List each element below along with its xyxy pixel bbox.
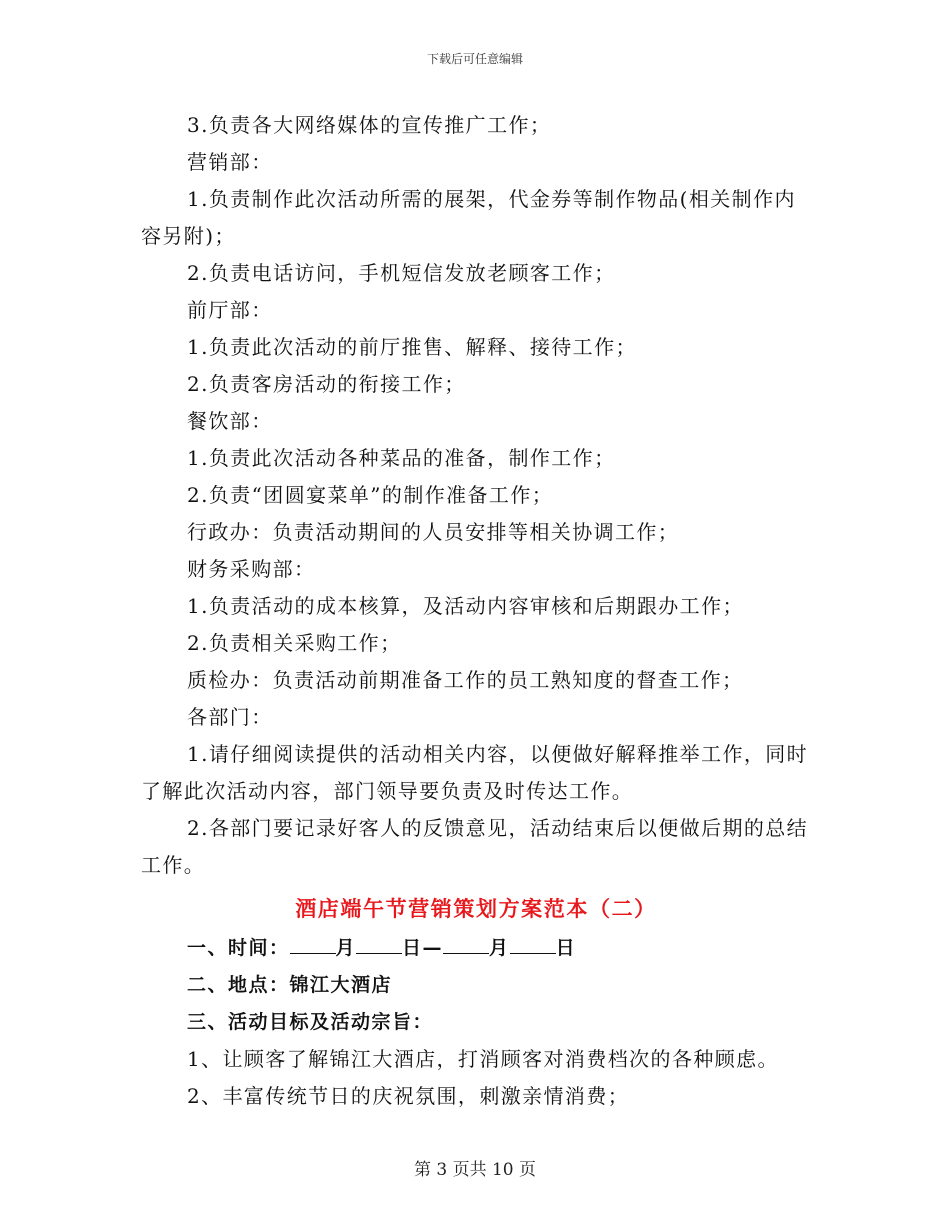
paragraph: 质检办：负责活动前期准备工作的员工熟知度的督查工作； — [187, 668, 744, 692]
month-label: 月 — [489, 937, 510, 959]
paragraph: 1.负责制作此次活动所需的展架，代金券等制作物品(相关制作内容另附)； — [141, 187, 796, 248]
paragraph: 2.负责相关采购工作； — [187, 631, 402, 655]
blank-line — [290, 934, 336, 954]
day-label: 日 — [555, 937, 577, 959]
document-body — [141, 107, 811, 1115]
page-footer: 第 3 页共 10 页 — [413, 1160, 537, 1180]
paragraph: 1.请仔细阅读提供的活动相关内容，以便做好解释推举工作，同时了解此次活动内容，部门领导要负责及时传达工作。 — [141, 742, 809, 803]
paragraph: 2.各部门要记录好客人的反馈意见，活动结束后以便做后期的总结工作。 — [141, 816, 809, 877]
blank-line — [443, 934, 489, 954]
paragraph: 财务采购部： — [187, 557, 316, 581]
paragraph: 1.负责此次活动的前厅推售、解释、接待工作； — [187, 335, 637, 359]
place-line: 二、地点：锦江大酒店 — [187, 974, 393, 996]
blank-line — [356, 934, 402, 954]
time-line — [141, 930, 811, 967]
paragraph: 2.负责客房活动的衔接工作； — [187, 372, 466, 396]
page-header: 下载后可任意编辑 — [426, 52, 523, 66]
paragraph: 餐饮部： — [187, 409, 273, 433]
goal-heading: 三、活动目标及活动宗旨： — [187, 1011, 434, 1033]
month-label: 月 — [335, 937, 357, 959]
day-label: 日 — [402, 937, 423, 959]
paragraph: 1.负责此次活动各种菜品的准备，制作工作； — [187, 446, 616, 470]
paragraph: 3.负责各大网络媒体的宣传推广工作； — [187, 113, 552, 137]
goal-item: 2、丰富传统节日的庆祝氛围，刺激亲情消费； — [187, 1084, 630, 1108]
paragraph: 2.负责电话访问，手机短信发放老顾客工作； — [187, 261, 616, 285]
goal-item: 1、让顾客了解锦江大酒店，打消顾客对消费档次的各种顾虑。 — [187, 1047, 779, 1071]
paragraph: 营销部： — [187, 150, 273, 174]
paragraph: 各部门： — [187, 705, 273, 729]
paragraph: 2.负责“团圆宴菜单”的制作准备工作； — [187, 483, 554, 507]
paragraph: 前厅部： — [187, 298, 273, 322]
time-label: 一、时间： — [187, 937, 290, 959]
dash: — — [422, 937, 444, 959]
paragraph: 行政办：负责活动期间的人员安排等相关协调工作； — [187, 520, 680, 544]
blank-line — [510, 934, 556, 954]
section-title: 酒店端午节营销策划方案范本（二） — [295, 897, 657, 921]
paragraph: 1.负责活动的成本核算，及活动内容审核和后期跟办工作； — [187, 594, 744, 618]
